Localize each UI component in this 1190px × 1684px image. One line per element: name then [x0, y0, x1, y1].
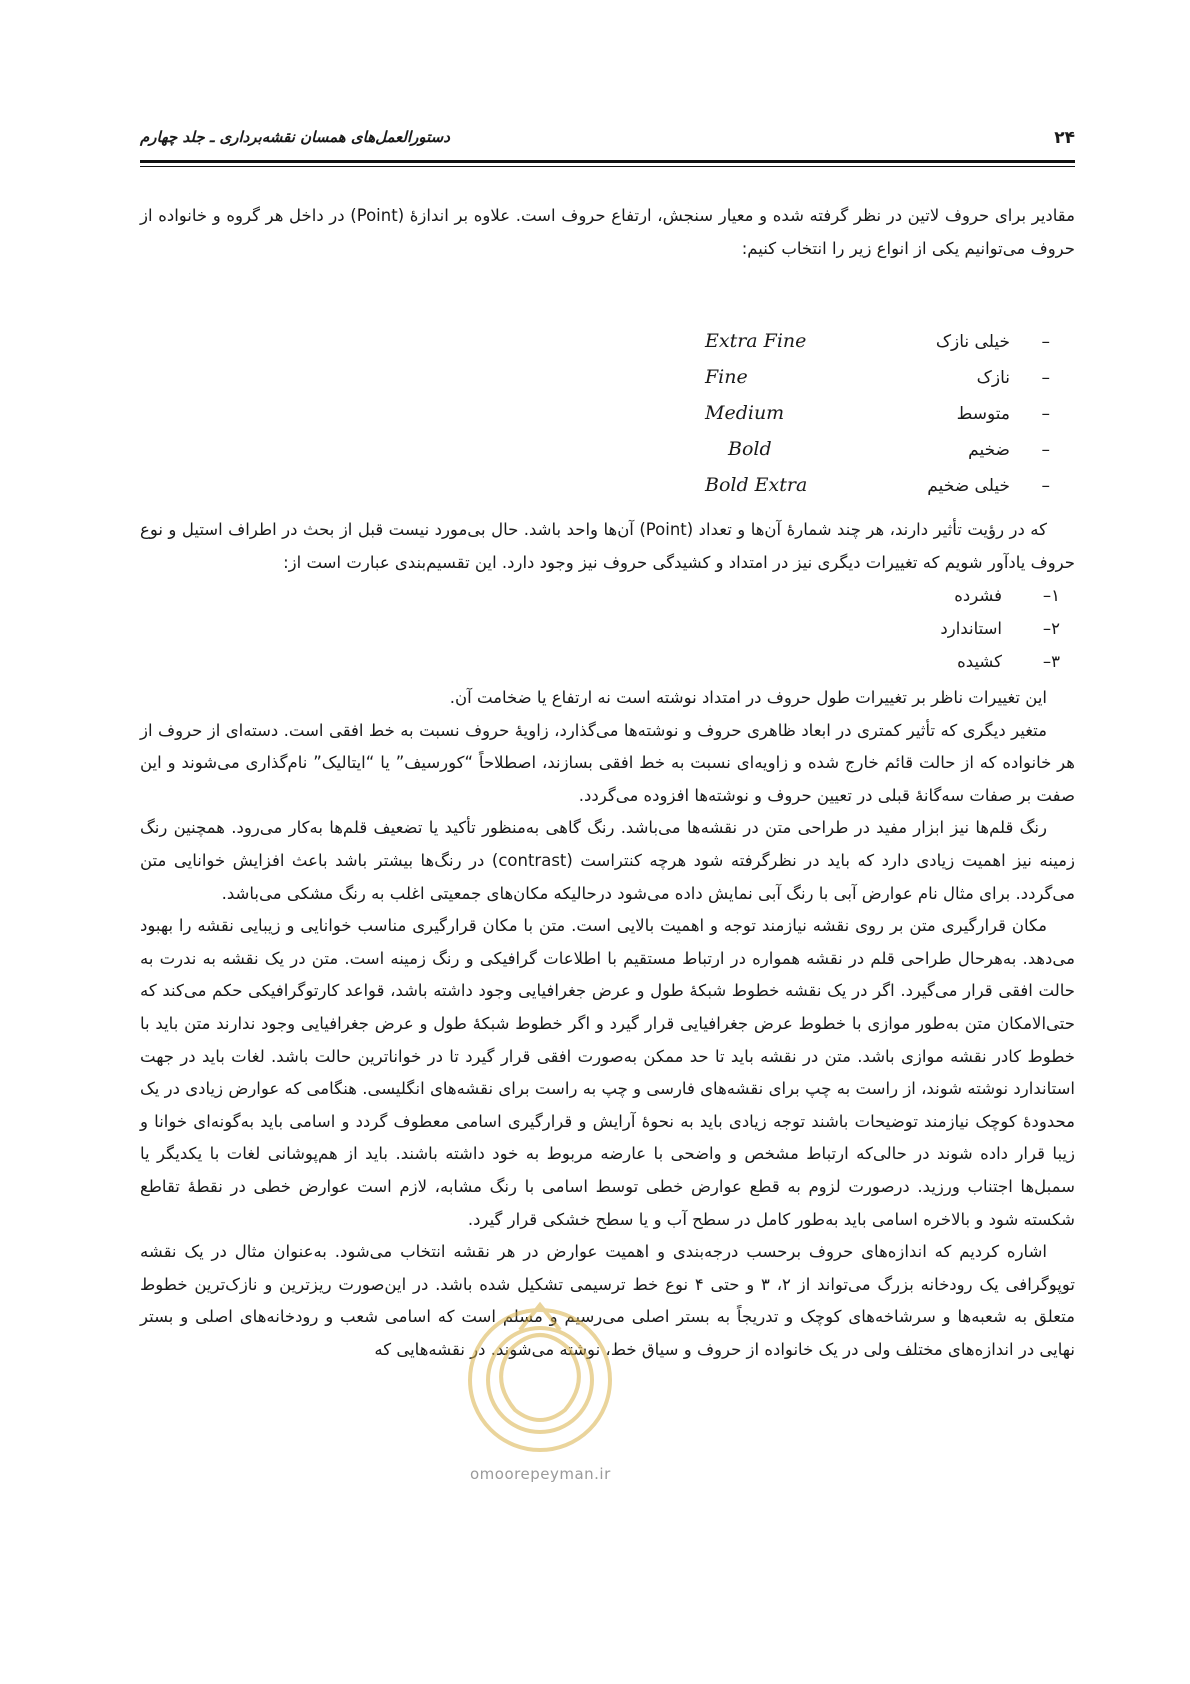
- weight-en: Bold: [728, 438, 772, 460]
- paragraph-text: رنگ قلم‌ها نیز ابزار مفید در طراحی متن در نقشه‌ها می‌باشد. رنگ گاهی به‌منظور تأکید یا تضعیف قلم‌ها به‌کار می‌رود. همچنین رنگ زمینه نیز اهمیت زیادی دارد که باید در نظرگرفته شود هرچه کنتراست (contrast) در رنگ‌ها بیشتر باشد باعث افزایش خوانایی متن می‌گردد. برای مثال نام عوارض آبی با رنگ آبی نمایش داده می‌شود درحالیکه مکان‌های جمعیتی اغلب به رنگ مشکی می‌باشد.: [140, 818, 1075, 903]
- list-item: [705, 364, 1070, 400]
- paragraph-stretch: [140, 514, 1075, 579]
- item-number: ۲–: [1042, 619, 1060, 638]
- weight-en: Extra Fine: [705, 330, 807, 352]
- weight-fa: متوسط: [956, 404, 1010, 424]
- paragraph-text: که در رؤیت تأثیر دارند، هر چند شمارهٔ آن‌ها و تعداد (Point) آن‌ها واحد باشد. حال بی‌مورد نیست قبل از بحث در اطراف استیل و نوع حروف یادآور شویم که تغییرات دیگری نیز در امتداد و کشیدگی حروف نیز وجود دارد. این تقسیم‌بندی عبارت است از:: [140, 520, 1075, 572]
- list-item: [705, 472, 1070, 508]
- numbered-item: [860, 586, 1060, 605]
- weight-fa: نازک: [976, 368, 1010, 388]
- header-rule-thin: [140, 166, 1075, 167]
- paragraph-text: اشاره کردیم که اندازه‌های حروف برحسب درجه‌بندی و اهمیت عوارض در هر نقشه انتخاب می‌شود. به‌عنوان مثال در یک نقشه توپوگرافی یک رودخانه بزرگ می‌تواند از ۲، ۳ و حتی ۴ نوع خط ترسیمی تشکیل شده باشد. در این‌صورت ریزترین و نازک‌ترین خطوط متعلق به شعبه‌ها و سرشاخه‌های کوچک و تدریجاً به بستر اصلی می‌رسیم و مسلم است که اسامی شعب و رودخانه‌های اصلی و بستر نهایی در اندازه‌های مختلف ولی در یک خانواده از حروف و سیاق خط، نوشته می‌شوند. در نقشه‌هایی که: [140, 1242, 1075, 1359]
- weight-fa: خیلی نازک: [935, 332, 1010, 352]
- font-weight-list: [705, 328, 1070, 508]
- page-number: ۲۴: [1054, 128, 1075, 148]
- watermark-seal: [450, 1290, 630, 1460]
- list-dash: –: [1041, 332, 1050, 352]
- body-text: [140, 682, 1075, 1366]
- item-label: استاندارد: [940, 619, 1002, 638]
- item-number: ۱–: [1042, 586, 1060, 605]
- list-dash: –: [1041, 368, 1050, 388]
- intro-paragraph: [140, 200, 1075, 265]
- item-number: ۳–: [1042, 652, 1060, 671]
- list-dash: –: [1041, 476, 1050, 496]
- intro-text: مقادیر برای حروف لاتین در نظر گرفته شده و معیار سنجش، ارتفاع حروف است. علاوه بر اندازهٔ (Point) در داخل هر گروه و خانواده از حروف می‌توانیم یکی از انواع زیر را انتخاب کنیم:: [140, 206, 1075, 258]
- paragraph-text: مکان قرارگیری متن بر روی نقشه نیازمند توجه و اهمیت بالایی است. متن با مکان قرارگیری مناسب خوانایی و زیبایی نقشه را بهبود می‌دهد. به‌هرحال طراحی قلم در نقشه همواره در ارتباط مستقیم با اطلاعات گرافیکی و رنگ زمینه است. متن در یک نقشه به ندرت به حالت افقی قرار می‌گیرد. اگر در یک نقشه خطوط شبکهٔ طول و عرض جغرافیایی وجود داشته باشد، قواعد کارتوگرافیکی حکم می‌کند که حتی‌الامکان متن به‌طور موازی با خطوط عرض جغرافیایی قرار گیرد و اگر خطوط شبکهٔ طول و عرض جغرافیایی وجود ندارند متن باید با خطوط کادر نقشه موازی باشد. متن در نقشه باید تا حد ممکن به‌صورت افقی قرار گیرد تا در خواناترین حالت باشد. لغات باید در جهت استاندارد نوشته شوند، از راست به چپ برای نقشه‌های فارسی و چپ به راست برای نقشه‌های انگلیسی. هنگامی که عوارض زیادی در یک محدودهٔ کوچک نیازمند توضیحات باشند توجه زیادی باید به نحوهٔ آرایش و قرارگیری اسامی معطوف گردد و اسامی باید به‌گونه‌ای خوانا و زیبا قرار داده شوند در حالی‌که ارتباط مشخص و واضحی با عارضه مربوط به خود داشته باشند. باید از هم‌پوشانی لغات با یکدیگر یا سمبل‌ها اجتناب ورزید. درصورت لزوم به قطع عوارض خطی توسط اسامی با رنگ مشابه، لازم است عوارض خطی در نقطهٔ تقاطع شکسته شود و بالاخره اسامی باید به‌طور کامل در سطح آب و یا سطح خشکی قرار گیرد.: [140, 916, 1075, 1229]
- list-item: [705, 328, 1070, 364]
- watermark-text: omoorepeyman.ir: [470, 1465, 611, 1483]
- weight-en: Fine: [705, 366, 748, 388]
- running-title: دستورالعمل‌های همسان نقشه‌برداری ـ جلد چهارم: [140, 128, 450, 146]
- list-dash: –: [1041, 440, 1050, 460]
- paragraph-text: متغیر دیگری که تأثیر کمتری در ابعاد ظاهری حروف و نوشته‌ها می‌گذارد، زاویهٔ حروف نسبت به خط افقی است. دسته‌ای از حروف از هر خانواده که از حالت قائم خارج شده و زاویه‌ای نسبت به خط افقی بسازند، اصطلاحاً “کورسیف” یا “ایتالیک” نام‌گذاری می‌شوند و این صفت بر صفات سه‌گانهٔ قبلی در تعیین حروف و نوشته‌ها افزوده می‌گردد.: [140, 720, 1075, 805]
- paragraph-text: این تغییرات ناظر بر تغییرات طول حروف در امتداد نوشته است نه ارتفاع یا ضخامت آن.: [449, 688, 1047, 707]
- list-item: [728, 436, 1070, 472]
- weight-en: Bold Extra: [705, 474, 808, 496]
- list-dash: –: [1041, 404, 1050, 424]
- numbered-item: [860, 652, 1060, 671]
- item-label: کشیده: [957, 652, 1002, 671]
- weight-fa: خیلی ضخیم: [927, 476, 1010, 496]
- weight-fa: ضخیم: [968, 440, 1010, 460]
- item-label: فشرده: [954, 586, 1002, 605]
- weight-en: Medium: [705, 402, 785, 424]
- header-rule-thick: [140, 160, 1075, 163]
- list-item: [705, 400, 1070, 436]
- numbered-item: [860, 619, 1060, 638]
